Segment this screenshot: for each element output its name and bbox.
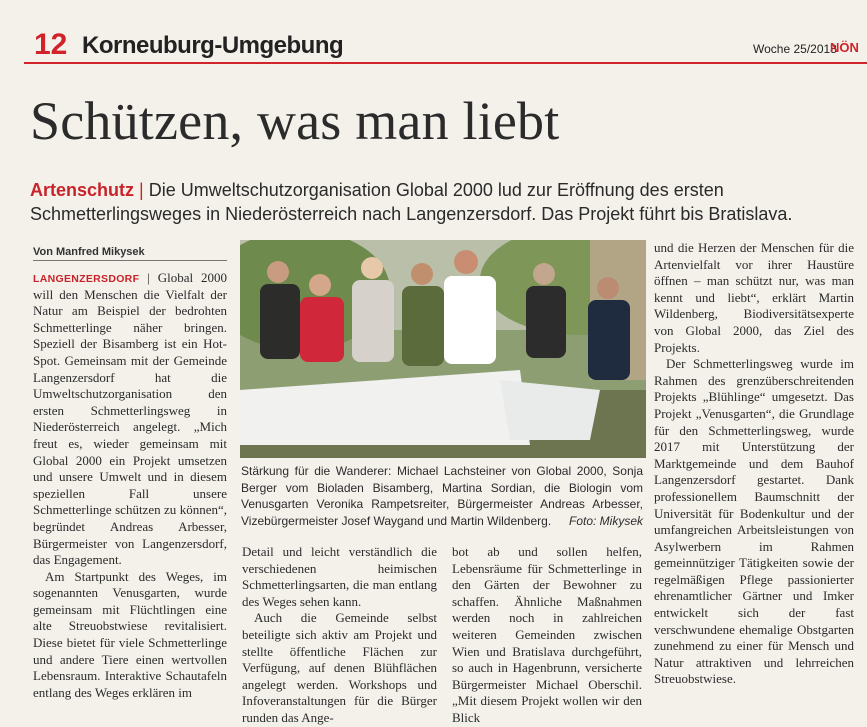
article-column-1 [33,270,227,701]
column-2-paragraph-2: Auch die Gemeinde selbst beteiligte sich aktiv am Projekt und stellte öffentliche Flächen zur Verfügung, auf denen Blühflächen angelegt werden. Workshops und Infoveranstaltungen für die Bürger runden das Ange- [242,610,437,725]
page-header [0,26,867,66]
column-1-paragraph-1: | Global 2000 will den Menschen die Vielfalt der Natur am Beispiel der bedrohten Schmetterlinge näher bringen. Speziell der Bisamberg ist ein Hot-Spot. Gemeinsam mit der Gemeinde Langenzersdorf hat die Umweltschutzorganisation den ersten Schmetterlingsweg in Niederösterreich angelegt. „Mich freut es, wieder gemeinsam mit Global 2000 ein Projekt umsetzen und unsere Umwelt und in diesem speziellen Fall unsere Schmetterlinge schützen zu können“, begründet Andreas Arbesser, Bürgermeister von Langenzersdorf, das Engagement. [33,270,227,568]
lead-paragraph [30,178,860,226]
group-photo-illustration [240,240,646,458]
kicker: Artenschutz [30,180,135,200]
header-rule [24,62,867,64]
column-1-paragraph-2: Am Startpunkt des Weges, im sogenannten Venusgarten, wurde gemeinsam mit Flüchtlingen eine alte Streuobstwiese revitalisiert. Diese bietet für viele Schmetterlinge und andere Tiere einen wertvollen Lebensraum. Interaktive Schautafeln entlang des Weges erklären im [33,568,227,700]
column-3-paragraph-1: bot ab und sollen helfen, Lebensräume für Schmetterlinge in den Gärten der Bewohner zu schaffen. Ähnliche Maßnahmen werden noch in zahlreichen weiteren Gemeinden zwischen Wien und Bratislava durchgeführt, so auch in Hagenbrunn, versicherte Bürgermeister Michael Oberschil. „Mit diesem Projekt wollen wir den Blick [452,544,642,725]
lead-text: Die Umweltschutzorganisation Global 2000 lud zur Eröffnung des ersten Schmetterlingsweges in Niederösterreich nach Langenzersdorf. Das Projekt führt bis Bratislava. [30,180,793,224]
section-title: Korneuburg-Umgebung [82,32,344,59]
caption-text: Stärkung für die Wanderer: Michael Lachsteiner von Global 2000, Sonja Berger vom Bioladen Bisamberg, Martina Sordian, die Biologin vom Venusgarten Veronika Rampetsreiter, Bürgermeister Andreas Arbesser, Vizebürgermeister Josef Waygand und Martin Wildenberg. [241,464,643,528]
headline: Schützen, was man liebt [30,91,560,151]
newspaper-logo: NÖN [830,40,859,55]
kicker-separator: | [139,180,144,200]
article-photo [240,240,646,458]
photo-credit: Foto: Mikysek [568,513,643,528]
article-column-2 [242,544,437,727]
page-number: 12 [34,28,68,61]
issue-week: Woche 25/2018 [753,42,837,56]
photo-caption [241,463,643,529]
column-2-paragraph-1: Detail und leicht verständlich die verschiedenen heimischen Schmetterlingsarten, die man entlang des Weges sehen kann. [242,544,437,609]
byline: Von Manfred Mikysek [33,246,145,258]
article-column-3 [452,544,642,727]
byline-rule [33,260,227,261]
column-4-paragraph-1: und die Herzen der Menschen für die Artenvielfalt vor ihrer Haustüre öffnen – man schützt nur, was man kennt und liebt“, erklärt Martin Wildenberg, Biodiversitätsexperte von Global 2000, das Ziel des Projekts. [654,240,854,355]
dateline: LANGENZERSDORF [33,273,140,285]
article-column-4 [654,240,854,688]
column-4-paragraph-2: Der Schmetterlingsweg wurde im Rahmen des grenzüberschreitenden Projekts „Blühlinge“ umgesetzt. Das Projekt „Venusgarten“, die Grundlage für den Schmetterlingsweg, wurde 2017 mit Unterstützung der Marktgemeinde und dem Bauhof Langenzersdorf gestartet. Dank professionellem Baumschnitt der Universität für Bodenkultur und der umfangreichen Arbeitsleistungen von Asylwerbern im Rahmen gemeinnütziger Tätigkeiten sowie der regelmäßigen Pflege passionierter ehrenamtlicher Gärtner und Imker entwickelt sich der fast verschwundene ehemalige Obstgarten zunehmend zu einer für Mensch und Natur attraktiven und lehrreichen Streuobstwiese. [654,356,854,687]
